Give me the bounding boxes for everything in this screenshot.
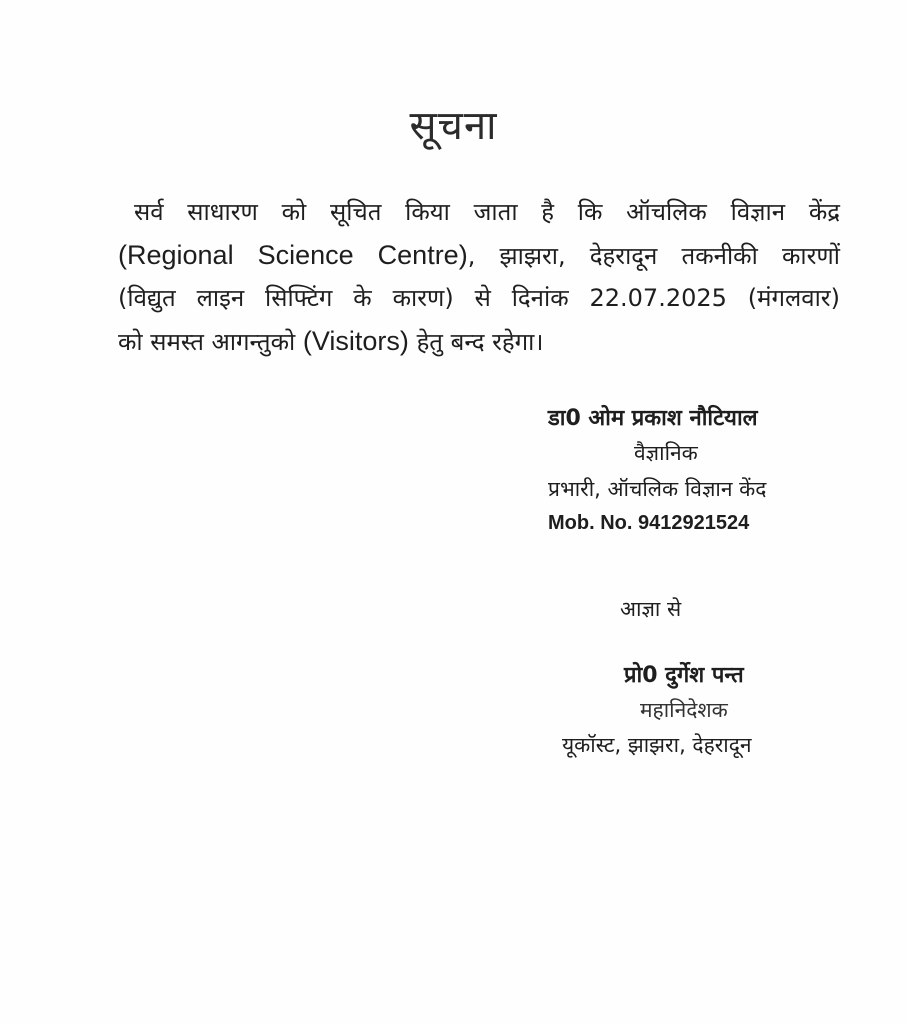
centre-english-name: (Regional Science Centre) bbox=[118, 240, 468, 270]
signatory2-designation: महानिदेशक bbox=[640, 698, 728, 722]
signatory1-designation: वैज्ञानिक bbox=[634, 441, 698, 465]
signatory1-mobile: Mob. No. 9412921524 bbox=[548, 512, 750, 534]
signatory2-organization: यूकॉस्ट, झाझरा, देहरादून bbox=[562, 733, 752, 757]
centre-location-text: , झाझरा, देहरादून तकनीकी कारणों bbox=[467, 242, 840, 270]
notice-body-line-3: (विद्युत लाइन सिफ्टिंग के कारण) से दिनांक 22.07.2025 (मंगलवार) bbox=[118, 284, 840, 312]
signatory1-name: डा0 ओम प्रकाश नौटियाल bbox=[548, 406, 758, 431]
notice-body-line-4 bbox=[118, 321, 840, 362]
notice-body-line-1: सर्व साधारण को सूचित किया जाता है कि ऑचलिक विज्ञान केंद्र bbox=[134, 198, 840, 226]
signatory2-name: प्रो0 दुर्गेश पन्त bbox=[624, 663, 744, 688]
visitors-english: (Visitors) bbox=[302, 326, 409, 356]
notice-title: सूचना bbox=[409, 103, 498, 149]
signatory1-role: प्रभारी, ऑचलिक विज्ञान केंद bbox=[548, 477, 767, 501]
visitors-hindi: को समस्त आगन्तुको bbox=[118, 328, 296, 356]
closure-text: हेतु बन्द रहेगा। bbox=[416, 328, 544, 356]
notice-body-line-2 bbox=[118, 235, 840, 276]
order-line: आज्ञा से bbox=[620, 597, 682, 621]
